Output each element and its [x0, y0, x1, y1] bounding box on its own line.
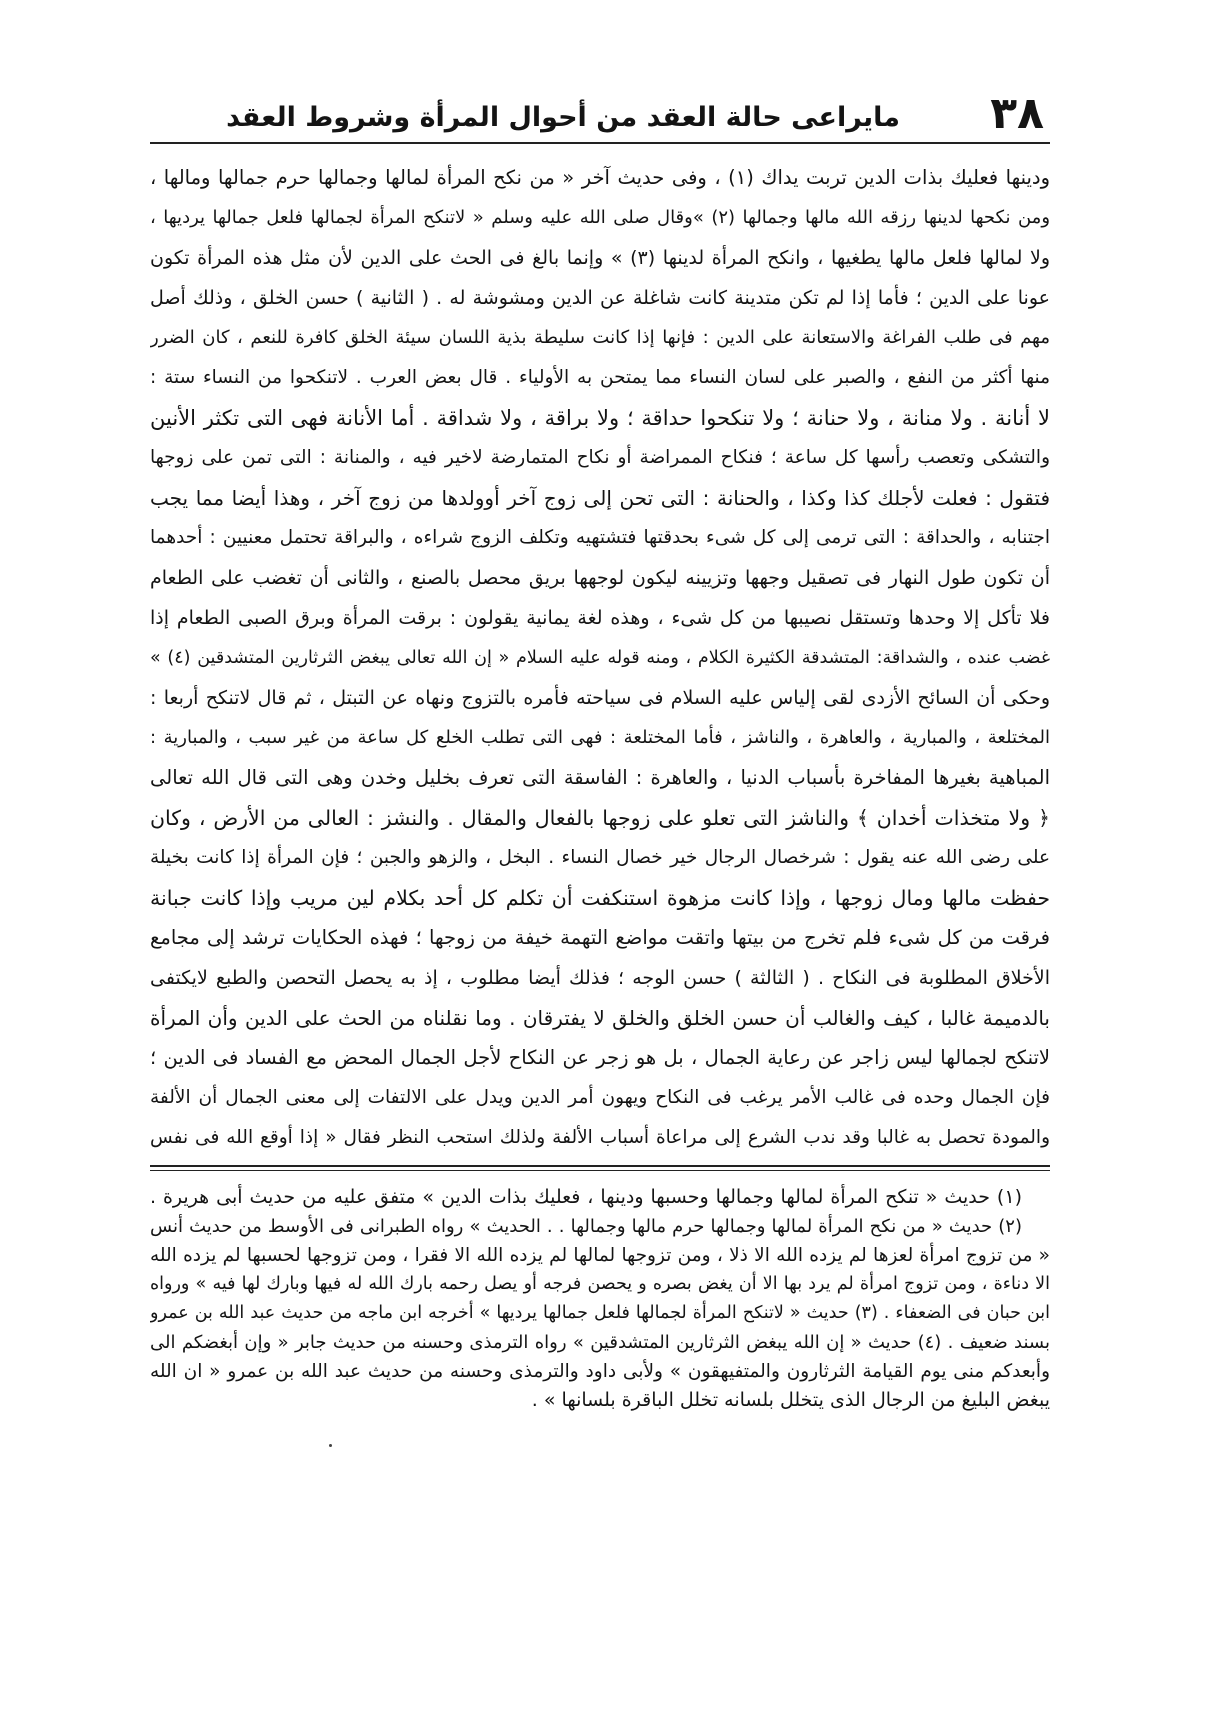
body-line: بالدميمة غالبا ، كيف والغالب أن حسن الخلق والخلق لا يفترقان . وما نقلناه من الحث على الدين وأن المرأة	[150, 1006, 1050, 1030]
footnote-line: (١) حديث « تنكح المرأة لمالها وجمالها وحسبها ودينها ، فعليك بذات الدين » متفق عليه من حديث أبى هريرة .	[150, 1186, 1022, 1208]
footnote-line: « من تزوج امرأة لعزها لم يزده الله الا ذلا ، ومن تزوجها لمالها لم يزده الله الا فقرا ، ومن تزوجها لحسبها لم يزده الله	[150, 1245, 1050, 1266]
body-line: حفظت مالها ومال زوجها ، وإذا كانت مزهوة استنكفت أن تكلم كل أحد بكلام لين مريب وإذا كانت جبانة	[150, 886, 1050, 910]
body-line: الأخلاق المطلوبة فى النكاح . ( الثالثة ) حسن الوجه ؛ فذلك أيضا مطلوب ، إذ به يحصل التحصن والطبع لايكتفى	[150, 967, 1050, 989]
body-line: فرقت من كل شىء فلم تخرج من بيتها واتقت مواضع التهمة خيفة من زوجها ؛ فهذه الحكايات ترشد إلى مجامع	[150, 926, 1050, 949]
body-line: ﴿ ولا متخذات أخدان ﴾ والناشز التى تعلو على زوجها بالفعال والمقال . والنشز : العالى من الأرض ، وكان	[150, 806, 1050, 830]
page-header	[150, 88, 1050, 140]
body-line: أن تكون طول النهار فى تصقيل وجهها وتزيينه ليكون لوجهها بريق محصل بالصنع ، والثانى أن تغضب على الطعام	[150, 567, 1050, 589]
main-text	[150, 158, 1050, 1158]
body-line: فلا تأكل إلا وحدها وتستقل نصيبها من كل شىء ، وهذه لغة يمانية يقولون : برقت المرأة وبرق الصبى الطعام إذا	[150, 607, 1050, 629]
running-title: مايراعى حالة العقد من أحوال المرأة وشروط العقد	[226, 102, 900, 133]
body-line: فتقول : فعلت لأجلك كذا وكذا ، والحنانة : التى تحن إلى زوج آخر أوولدها من زوج آخر ، وهذا أيضا مما يجب	[150, 486, 1050, 510]
body-line: فإن الجمال وحده فى غالب الأمر يرغب فى النكاح ويهون أمر الدين ويدل على الالتفات إلى معنى الجمال أن الألفة	[150, 1087, 1050, 1108]
footnote-line: الا دناءة ، ومن تزوج امرأة لم يرد بها الا أن يغض بصره و يحصن فرجه أو يصل رحمه بارك الله له فيها وبارك لها فيه » ورواه	[150, 1274, 1050, 1294]
body-line: ودينها فعليك بذات الدين تربت يداك (١) ، وفى حديث آخر « من نكح المرأة لمالها وجمالها حرم جمالها ومالها ،	[150, 166, 1050, 189]
body-line: على رضى الله عنه يقول : شرخصال الرجال خير خصال النساء . البخل ، والزهو والجبن ؛ فإن المرأة إذا كانت بخيلة	[150, 847, 1050, 868]
body-line: والمودة تحصل به غالبا وقد ندب الشرع إلى مراعاة أسباب الألفة ولذلك استحب النظر فقال « إذا أوقع الله فى نفس	[150, 1127, 1050, 1148]
body-line: ومن نكحها لدينها رزقه الله مالها وجمالها (٢) »وقال صلى الله عليه وسلم « لاتنكح المرأة لجمالها فلعل جمالها يرديها ،	[150, 207, 1050, 228]
body-line: والتشكى وتعصب رأسها كل ساعة ؛ فنكاح الممراضة أو نكاح المتمارضة لاخير فيه ، والمنانة : التى تمن على زوجها	[150, 447, 1050, 468]
page-number: ٣٨	[990, 88, 1044, 139]
body-line: وحكى أن السائح الأزدى لقى إلياس عليه السلام فى سياحته فأمره بالتزوج ونهاه عن التبتل ، ثم قال لاتنكح أربعا :	[150, 687, 1050, 709]
footnote-separator	[150, 1165, 1050, 1171]
body-line: المباهية بغيرها المفاخرة بأسباب الدنيا ، والعاهرة : الفاسقة التى تعرف بخليل وخدن وهى التى قال الله تعالى	[150, 766, 1050, 789]
footnote-line: ابن حبان فى الضعفاء . (٣) حديث « لاتنكح المرأة لجمالها فلعل جمالها يرديها » أخرجه ابن ماجه من حديث عبد الله بن عمرو	[150, 1303, 1050, 1323]
header-rule	[150, 142, 1050, 144]
body-line: غضب عنده ، والشداقة: المتشدقة الكثيرة الكلام ، ومنه قوله عليه السلام « إن الله تعالى يبغض الثرثارين المتشدقين (٤) »	[150, 648, 1050, 668]
body-line: المختلعة ، والمبارية ، والعاهرة ، والناشز ، فأما المختلعة : فهى التى تطلب الخلع كل ساعة من غير سبب ، والمبارية :	[150, 727, 1050, 748]
footnote-line: يبغض البليغ من الرجال الذى يتخلل بلسانه تخلل الباقرة بلسانها » .	[531, 1389, 1050, 1411]
body-line: منها أكثر من النفع ، والصبر على لسان النساء مما يمتحن به الأولياء . قال بعض العرب . لاتنكحوا من النساء ستة :	[150, 367, 1050, 388]
footnotes	[150, 1183, 1050, 1415]
body-line: لاتنكح لجمالها ليس زاجر عن رعاية الجمال ، بل هو زجر عن النكاح لأجل الجمال المحض مع الفساد فى الدين ؛	[150, 1046, 1050, 1069]
scan-speck	[329, 1444, 332, 1447]
body-line: ولا لمالها فلعل مالها يطغيها ، وانكح المرأة لدينها (٣) » وإنما بالغ فى الحث على الدين لأن مثل هذه المرأة تكون	[150, 247, 1050, 269]
footnote-line: (٢) حديث « من نكح المرأة لمالها وجمالها حرم مالها وجمالها . . الحديث » رواه الطبرانى فى الأوسط من حديث أنس	[150, 1216, 1022, 1237]
body-line: اجتنابه ، والحداقة : التى ترمى إلى كل شىء بحدقتها فتشتهيه وتكلف الزوج شراءه ، والبراقة تحتمل معنيين : أحدهما	[150, 527, 1050, 548]
footnote-line: وأبعدكم منى يوم القيامة الثرثارون والمتفيهقون » ولأبى داود والترمذى وحسنه من حديث عبد الله بن عمرو « ان الله	[150, 1361, 1050, 1382]
footnote-line: بسند ضعيف . (٤) حديث « إن الله يبغض الثرثارين المتشدقين » رواه الترمذى وحسنه من حديث جابر « وإن أبغضكم الى	[150, 1332, 1050, 1353]
body-line: لا أنانة . ولا منانة ، ولا حنانة ؛ ولا تنكحوا حداقة ؛ ولا براقة ، ولا شداقة . أما الأنانة فهى التى تكثر الأنين	[150, 406, 1050, 430]
body-line: عونا على الدين ؛ فأما إذا لم تكن متدينة كانت شاغلة عن الدين ومشوشة له . ( الثانية ) حسن الخلق ، وذلك أصل	[150, 287, 1050, 309]
body-line: مهم فى طلب الفراغة والاستعانة على الدين : فإنها إذا كانت سليطة بذية اللسان سيئة الخلق كافرة للنعم ، كان الضرر	[150, 327, 1050, 348]
